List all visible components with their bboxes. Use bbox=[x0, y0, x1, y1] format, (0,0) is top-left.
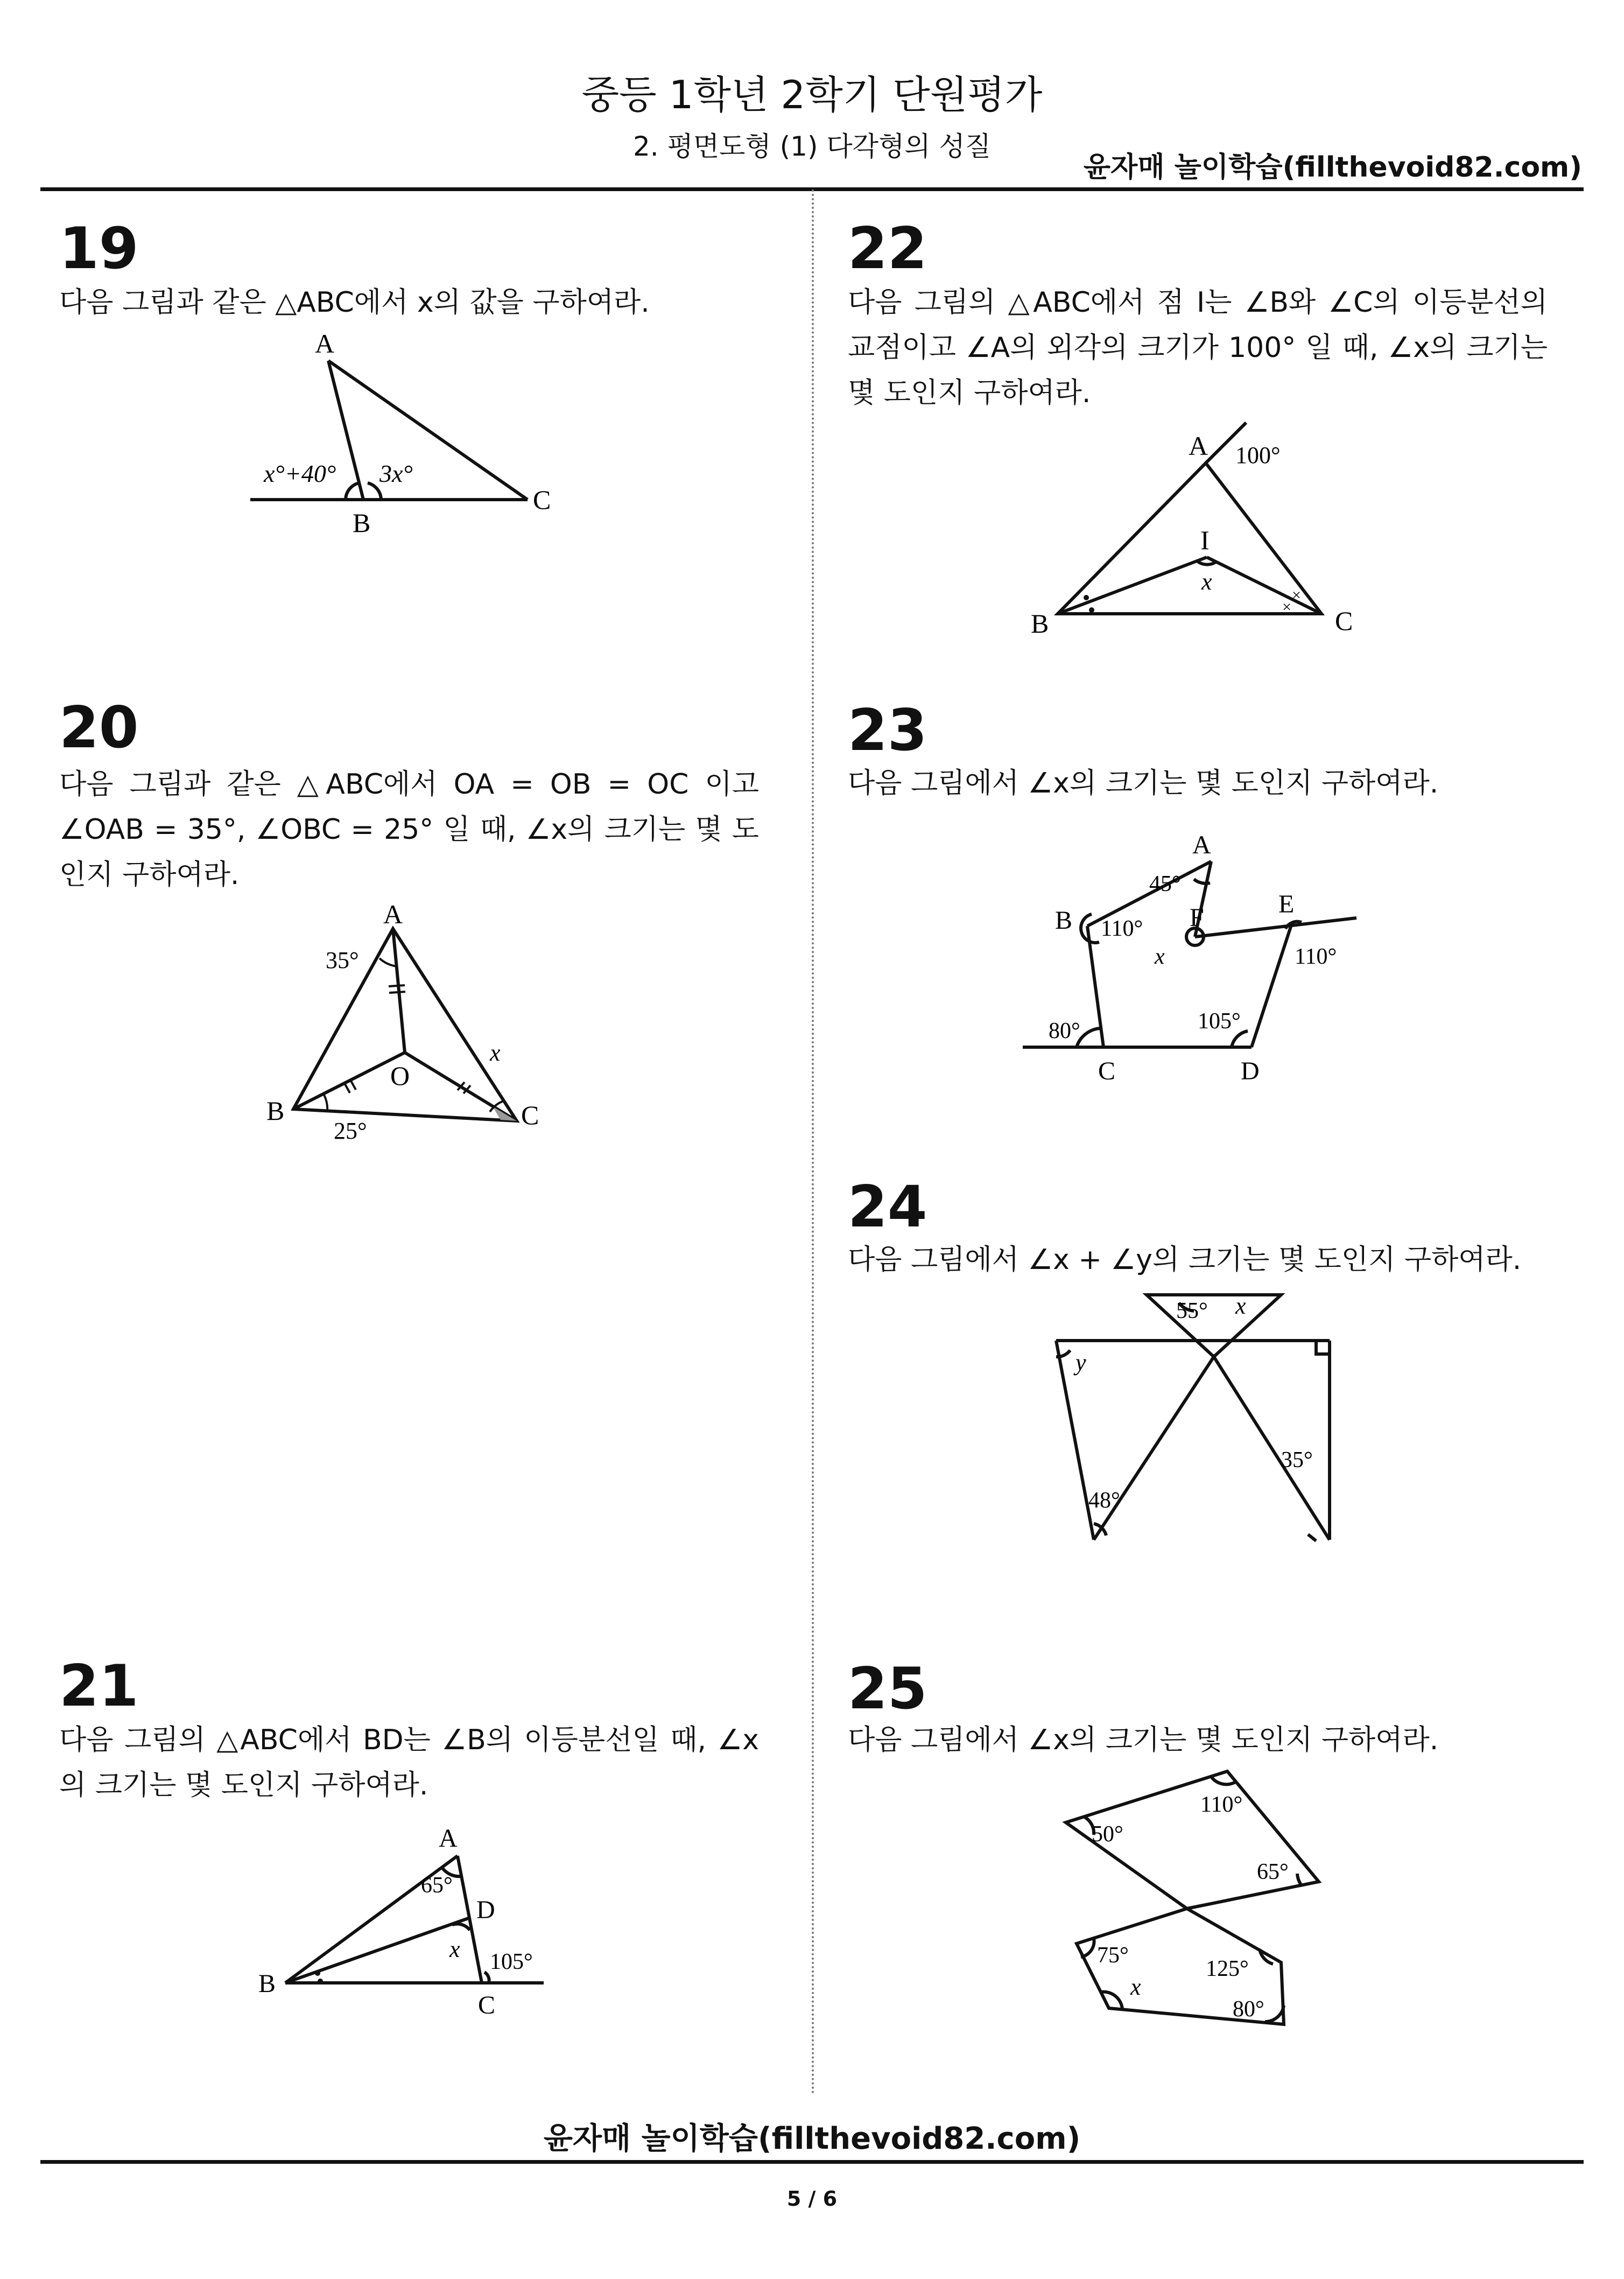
question-number: 22 bbox=[848, 215, 927, 282]
svg-text:×: × bbox=[1292, 586, 1301, 604]
vertex-b: B bbox=[1031, 608, 1049, 639]
angle-label-1: 50° bbox=[1092, 1822, 1123, 1847]
angle-label-b: 110° bbox=[1101, 916, 1143, 941]
angle-label-top: 55° bbox=[1176, 1299, 1208, 1323]
angle-label-interior: 3x° bbox=[379, 460, 413, 487]
figure-q19 bbox=[242, 328, 592, 538]
angle-label-exterior: 105° bbox=[490, 1950, 533, 1974]
question-text: 다음 그림에서 ∠x + ∠y의 크기는 몇 도인지 구하여라. bbox=[848, 1244, 1522, 1276]
question-number: 25 bbox=[848, 1656, 927, 1722]
vertex-a: A bbox=[1189, 431, 1208, 461]
vertex-c: C bbox=[533, 485, 551, 515]
angle-label-d: 105° bbox=[1198, 1009, 1241, 1034]
vertex-a: A bbox=[383, 899, 403, 929]
angle-label-6: 80° bbox=[1233, 1997, 1264, 2022]
angle-label-y: y bbox=[1075, 1349, 1086, 1376]
vertex-a: A bbox=[1192, 831, 1211, 859]
figure-q22 bbox=[1017, 417, 1383, 643]
vertex-c: C bbox=[478, 1991, 496, 2019]
vertex-e: E bbox=[1278, 890, 1295, 918]
question-text: 다음 그림에서 ∠x의 크기는 몇 도인지 구하여라. bbox=[848, 767, 1439, 800]
angle-label-c: 80° bbox=[1049, 1019, 1080, 1043]
point-f: F bbox=[1190, 903, 1204, 932]
vertex-b: B bbox=[1055, 906, 1073, 935]
question-text: 다음 그림과 같은 △ABC에서 x의 값을 구하여라. bbox=[59, 286, 650, 319]
angle-label-bottom-left: 48° bbox=[1088, 1488, 1120, 1513]
angle-label-4: 75° bbox=[1097, 1943, 1129, 1968]
question-number: 20 bbox=[59, 695, 139, 761]
question-number: 24 bbox=[848, 1174, 927, 1240]
vertex-c: C bbox=[521, 1100, 539, 1130]
vertex-c: C bbox=[1335, 606, 1353, 636]
point-o: O bbox=[390, 1061, 410, 1091]
angle-label-x: x bbox=[1155, 944, 1165, 969]
vertex-b: B bbox=[353, 508, 371, 538]
question-text: 다음 그림에서 ∠x의 크기는 몇 도인지 구하여라. bbox=[848, 1724, 1439, 1756]
figure-q24 bbox=[1050, 1287, 1340, 1556]
vertex-c: C bbox=[1098, 1057, 1116, 1085]
vertex-a: A bbox=[315, 328, 335, 359]
question-number: 19 bbox=[59, 215, 139, 282]
svg-text:×: × bbox=[1282, 598, 1291, 616]
figure-q25 bbox=[1055, 1761, 1335, 2040]
question-text: 다음 그림과 같은 △ABC에서 OA = OB = OC 이고 ∠OAB = 35°, ∠OBC = 25° 일 때, ∠x의 크기는 몇 도인지 구하여라. bbox=[59, 768, 759, 891]
column-divider bbox=[812, 190, 814, 2095]
angle-label-x: x bbox=[1130, 1974, 1141, 2000]
angle-label-b: 25° bbox=[334, 1118, 367, 1144]
figure-q20 bbox=[264, 899, 576, 1158]
angle-label-x: x bbox=[449, 1936, 460, 1962]
question-text: 다음 그림의 △ABC에서 BD는 ∠B의 이등분선일 때, ∠x의 크기는 몇 도인지 구하여라. bbox=[59, 1724, 759, 1801]
footer-rule bbox=[40, 2160, 1584, 2164]
angle-label-bottom-right: 35° bbox=[1281, 1448, 1313, 1472]
angle-label-a: 65° bbox=[421, 1873, 453, 1898]
page-number: 5 / 6 bbox=[786, 2187, 838, 2211]
page-subtitle: 2. 평면도형 (1) 다각형의 성질 bbox=[632, 131, 992, 162]
angle-label-5: 125° bbox=[1206, 1957, 1249, 1981]
angle-label-exterior: 100° bbox=[1235, 442, 1281, 468]
vertex-b: B bbox=[258, 1969, 276, 1998]
angle-label-e: 110° bbox=[1295, 944, 1337, 969]
angle-label-a: 45° bbox=[1149, 872, 1181, 896]
point-d: D bbox=[476, 1896, 495, 1924]
question-number: 21 bbox=[59, 1653, 139, 1719]
angle-label-exterior: x°+40° bbox=[264, 460, 336, 487]
angle-label-x: x bbox=[1201, 569, 1212, 595]
angle-label-a: 35° bbox=[326, 947, 359, 973]
brand-header: 윤자매 놀이학습(fillthevoid82.com) bbox=[1083, 151, 1582, 184]
vertex-a: A bbox=[439, 1824, 458, 1853]
point-i: I bbox=[1200, 525, 1210, 555]
question-number: 23 bbox=[848, 697, 927, 763]
angle-label-3: 65° bbox=[1257, 1860, 1289, 1884]
angle-label-x: x bbox=[490, 1040, 501, 1066]
angle-label-2: 110° bbox=[1200, 1792, 1243, 1817]
figure-q21 bbox=[253, 1812, 565, 2038]
brand-footer: 윤자매 놀이학습(fillthevoid82.com) bbox=[543, 2121, 1081, 2156]
vertex-d: D bbox=[1241, 1057, 1260, 1085]
angle-label-x: x bbox=[1235, 1293, 1246, 1319]
figure-q23 bbox=[1023, 808, 1378, 1093]
vertex-b: B bbox=[266, 1096, 285, 1126]
question-text: 다음 그림의 △ABC에서 점 I는 ∠B와 ∠C의 이등분선의 교점이고 ∠A의 외각의 크기가 100° 일 때, ∠x의 크기는 몇 도인지 구하여라. bbox=[848, 286, 1548, 409]
page-title: 중등 1학년 2학기 단원평가 bbox=[581, 72, 1043, 117]
